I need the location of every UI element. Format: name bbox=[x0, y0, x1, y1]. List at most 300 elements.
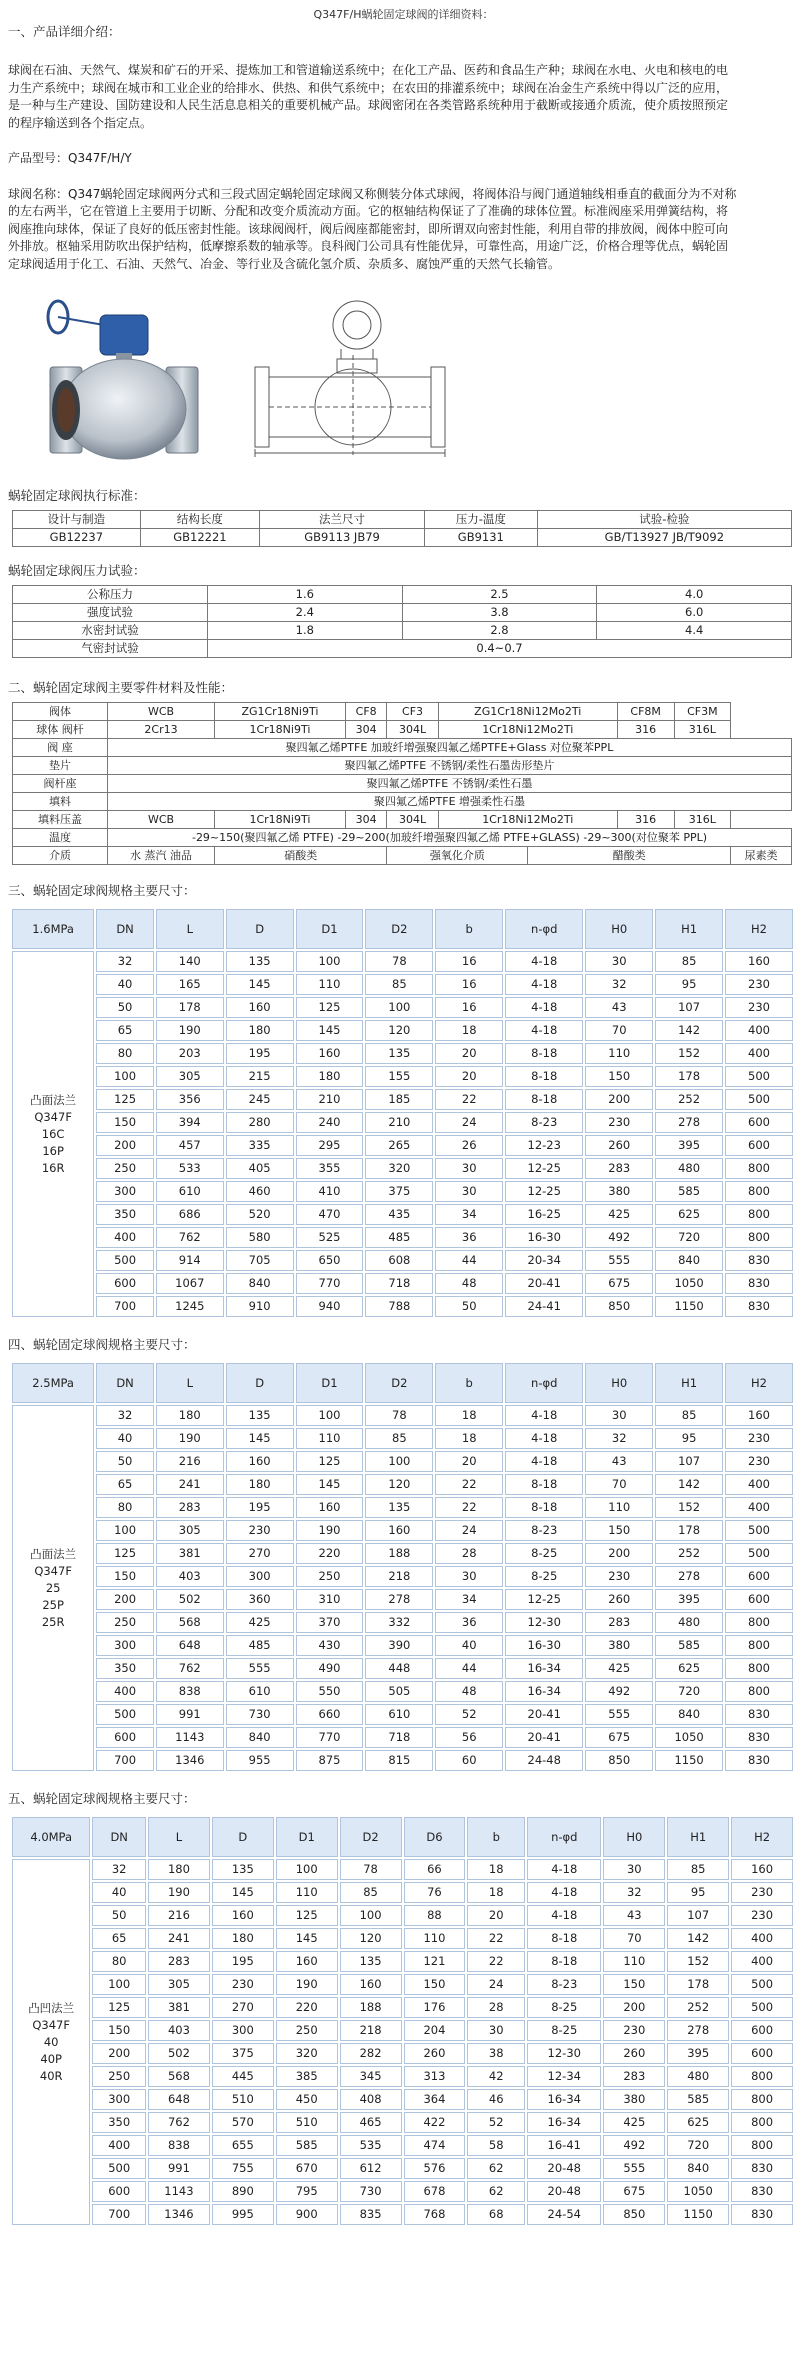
table-cell: 26 bbox=[435, 1135, 503, 1156]
table-cell: 395 bbox=[667, 2043, 729, 2064]
table-cell: 16-30 bbox=[505, 1635, 583, 1656]
table-cell: 400 bbox=[731, 1928, 793, 1949]
column-header: n-φd bbox=[527, 1817, 601, 1857]
table-cell: 48 bbox=[435, 1273, 503, 1294]
table-cell: 1150 bbox=[667, 2204, 729, 2225]
page-title: Q347F/H蜗轮固定球阀的详细资料： bbox=[313, 8, 494, 21]
table-cell: 278 bbox=[655, 1566, 723, 1587]
table-cell: 1050 bbox=[655, 1273, 723, 1294]
table-cell: 188 bbox=[340, 1997, 402, 2018]
table-cell: 278 bbox=[655, 1112, 723, 1133]
table-cell: 200 bbox=[585, 1089, 653, 1110]
table-cell: 300 bbox=[212, 2020, 274, 2041]
table-cell: 762 bbox=[148, 2112, 210, 2133]
table-cell: 152 bbox=[655, 1497, 723, 1518]
table-cell: 125 bbox=[92, 1997, 146, 2018]
label-line: 25 bbox=[45, 1580, 61, 1595]
table-cell: 121 bbox=[404, 1951, 466, 1972]
table-cell: 850 bbox=[603, 2204, 665, 2225]
table-cell: 气密封试验 bbox=[13, 640, 208, 658]
table-cell: 160 bbox=[296, 1043, 364, 1064]
intro-paragraph bbox=[0, 62, 807, 132]
table-cell: 70 bbox=[585, 1474, 653, 1495]
table-cell: 试验-检验 bbox=[537, 511, 791, 529]
table-cell: 230 bbox=[603, 2020, 665, 2041]
table-cell: 150 bbox=[404, 1974, 466, 1995]
table-cell: 32 bbox=[92, 1859, 146, 1880]
table-cell: 230 bbox=[725, 997, 793, 1018]
column-header: D bbox=[226, 1363, 294, 1403]
table-cell: 850 bbox=[585, 1750, 653, 1771]
table-cell: 180 bbox=[296, 1066, 364, 1087]
table-cell: 62 bbox=[467, 2158, 525, 2179]
table-cell: 500 bbox=[725, 1089, 793, 1110]
table-cell: 730 bbox=[226, 1704, 294, 1725]
table-cell: 95 bbox=[655, 974, 723, 995]
table-row bbox=[13, 721, 792, 739]
column-header: 2.5MPa bbox=[12, 1363, 94, 1403]
table-cell: 370 bbox=[296, 1612, 364, 1633]
spec-16-heading: 三、蜗轮固定球阀规格主要尺寸： bbox=[8, 883, 196, 898]
table-cell: 457 bbox=[156, 1135, 224, 1156]
table-cell: 304 bbox=[345, 721, 387, 739]
table-row bbox=[12, 1882, 793, 1903]
table-cell: 533 bbox=[156, 1158, 224, 1179]
flange-type-label bbox=[12, 1405, 94, 1771]
table-cell: 100 bbox=[96, 1066, 154, 1087]
table-cell: 280 bbox=[226, 1112, 294, 1133]
table-cell: 350 bbox=[92, 2112, 146, 2133]
table-cell: 230 bbox=[725, 1428, 793, 1449]
column-header: DN bbox=[96, 909, 154, 949]
table-cell: 110 bbox=[585, 1497, 653, 1518]
table-cell: 195 bbox=[212, 1951, 274, 1972]
table-cell: CF3 bbox=[387, 703, 438, 721]
table-cell: 830 bbox=[731, 2204, 793, 2225]
table-cell: 200 bbox=[585, 1543, 653, 1564]
label-line: Q347F bbox=[32, 2017, 70, 2032]
table-row bbox=[12, 1974, 793, 1995]
table-cell: 995 bbox=[212, 2204, 274, 2225]
label-line: 16C bbox=[41, 1126, 65, 1141]
table-cell: 283 bbox=[585, 1612, 653, 1633]
table-cell: 555 bbox=[585, 1704, 653, 1725]
table-cell: 800 bbox=[731, 2089, 793, 2110]
table-cell: 230 bbox=[585, 1112, 653, 1133]
table-cell: 600 bbox=[96, 1273, 154, 1294]
table-cell: 85 bbox=[655, 1405, 723, 1426]
table-row bbox=[12, 997, 793, 1018]
table-cell: 110 bbox=[296, 1428, 364, 1449]
table-cell: 40 bbox=[92, 1882, 146, 1903]
table-cell: CF8M bbox=[617, 703, 674, 721]
table-cell: 76 bbox=[404, 1882, 466, 1903]
table-row bbox=[12, 1859, 793, 1880]
table-cell: 1Cr18Ni9Ti bbox=[214, 721, 345, 739]
table-cell: 68 bbox=[467, 2204, 525, 2225]
table-cell: 43 bbox=[585, 1451, 653, 1472]
table-cell: 145 bbox=[296, 1474, 364, 1495]
table-row bbox=[12, 2158, 793, 2179]
table-cell: 448 bbox=[365, 1658, 433, 1679]
column-header: n-φd bbox=[505, 909, 583, 949]
table-cell: 230 bbox=[725, 1451, 793, 1472]
table-cell: 48 bbox=[435, 1681, 503, 1702]
table-cell: 955 bbox=[226, 1750, 294, 1771]
table-cell: 400 bbox=[725, 1020, 793, 1041]
table-cell: 178 bbox=[156, 997, 224, 1018]
table-cell: 135 bbox=[365, 1043, 433, 1064]
table-cell: 840 bbox=[655, 1704, 723, 1725]
table-cell: 16-41 bbox=[527, 2135, 601, 2156]
table-cell: 12-23 bbox=[505, 1135, 583, 1156]
table-cell: 125 bbox=[296, 997, 364, 1018]
table-cell: 1143 bbox=[148, 2181, 210, 2202]
table-cell: 720 bbox=[655, 1227, 723, 1248]
text-line: 阀座推向球体，保证了良好的低压密封性能。该球阀阀杆，阀后阀座都能密封，即所谓双向密封性能，利用自带的排放阀，阀体中腔可向 bbox=[8, 221, 729, 236]
table-cell: 500 bbox=[731, 1974, 793, 1995]
table-cell: 硝酸类 bbox=[214, 847, 386, 865]
table-cell: 42 bbox=[467, 2066, 525, 2087]
table-row bbox=[13, 793, 792, 811]
table-cell: 110 bbox=[603, 1951, 665, 1972]
table-cell: 425 bbox=[603, 2112, 665, 2133]
product-model: 产品型号：Q347F/H/Y bbox=[8, 151, 132, 165]
table-cell: 356 bbox=[156, 1089, 224, 1110]
table-cell: 3.8 bbox=[402, 604, 597, 622]
table-cell: 991 bbox=[156, 1704, 224, 1725]
table-cell: 160 bbox=[731, 1859, 793, 1880]
table-cell: 470 bbox=[296, 1204, 364, 1225]
table-cell: 88 bbox=[404, 1905, 466, 1926]
table-cell: 阀体 bbox=[13, 703, 108, 721]
table-cell: 160 bbox=[226, 997, 294, 1018]
table-cell: 4-18 bbox=[505, 1451, 583, 1472]
table-cell: 107 bbox=[655, 1451, 723, 1472]
table-cell: 502 bbox=[148, 2043, 210, 2064]
table-row bbox=[12, 1997, 793, 2018]
table-cell: 18 bbox=[435, 1428, 503, 1449]
standards-table bbox=[12, 510, 792, 547]
table-row bbox=[12, 1296, 793, 1317]
table-cell: 380 bbox=[585, 1181, 653, 1202]
table-cell: 535 bbox=[340, 2135, 402, 2156]
column-header: b bbox=[435, 909, 503, 949]
table-cell: 480 bbox=[667, 2066, 729, 2087]
table-cell: 8-18 bbox=[527, 1928, 601, 1949]
table-cell: 600 bbox=[731, 2020, 793, 2041]
table-cell: CF3M bbox=[674, 703, 731, 721]
table-cell: 78 bbox=[340, 1859, 402, 1880]
table-cell: 241 bbox=[156, 1474, 224, 1495]
table-row bbox=[13, 829, 792, 847]
table-cell: 265 bbox=[365, 1135, 433, 1156]
table-cell: 85 bbox=[667, 1859, 729, 1880]
table-cell: 350 bbox=[96, 1204, 154, 1225]
table-cell: 12-34 bbox=[527, 2066, 601, 2087]
flange-type-label bbox=[12, 951, 94, 1317]
table-cell: 150 bbox=[585, 1066, 653, 1087]
table-row bbox=[12, 1681, 793, 1702]
table-row bbox=[12, 2089, 793, 2110]
table-cell: 380 bbox=[603, 2089, 665, 2110]
table-cell: 4-18 bbox=[505, 951, 583, 972]
table-cell: 555 bbox=[603, 2158, 665, 2179]
table-cell: 120 bbox=[365, 1474, 433, 1495]
text-line: 的左右两半，它在管道上主要用于切断、分配和改变介质流动方面。它的枢轴结构保证了了准确的球体位置。标准阀座采用弹簧结构，将 bbox=[8, 204, 729, 218]
table-cell: 34 bbox=[435, 1204, 503, 1225]
table-cell: 625 bbox=[655, 1658, 723, 1679]
table-cell: 576 bbox=[404, 2158, 466, 2179]
table-cell: 设计与制造 bbox=[13, 511, 141, 529]
table-cell: 313 bbox=[404, 2066, 466, 2087]
table-cell: 100 bbox=[365, 1451, 433, 1472]
label-line: 40P bbox=[40, 2051, 62, 2066]
table-cell: 800 bbox=[725, 1635, 793, 1656]
table-cell: 600 bbox=[731, 2043, 793, 2064]
table-cell: 755 bbox=[212, 2158, 274, 2179]
column-header: b bbox=[467, 1817, 525, 1857]
table-cell: 150 bbox=[96, 1112, 154, 1133]
table-cell: 1Cr18Ni12Mo2Ti bbox=[438, 811, 617, 829]
table-cell: 压力-温度 bbox=[424, 511, 537, 529]
table-cell: 填料 bbox=[13, 793, 108, 811]
table-cell: 24 bbox=[467, 1974, 525, 1995]
table-cell: 62 bbox=[467, 2181, 525, 2202]
table-cell: 375 bbox=[212, 2043, 274, 2064]
table-cell: 250 bbox=[296, 1566, 364, 1587]
table-cell: 46 bbox=[467, 2089, 525, 2110]
table-cell: 43 bbox=[585, 997, 653, 1018]
table-cell: 510 bbox=[276, 2112, 338, 2133]
table-cell: 16-34 bbox=[527, 2112, 601, 2133]
table-cell: 145 bbox=[226, 974, 294, 995]
table-cell: 200 bbox=[603, 1997, 665, 2018]
text-line: 力生产系统中；球阀在城市和工业企业的给排水、供热、和供气系统中；在农田的排灌系统中；球阀在冶金生产系统中得以广泛的应用， bbox=[8, 80, 729, 95]
column-header: D2 bbox=[365, 909, 433, 949]
table-cell: 555 bbox=[226, 1658, 294, 1679]
table-row bbox=[13, 604, 792, 622]
table-cell: 686 bbox=[156, 1204, 224, 1225]
table-cell: 4.0 bbox=[597, 586, 792, 604]
table-cell: 278 bbox=[667, 2020, 729, 2041]
table-row bbox=[12, 1612, 793, 1633]
table-row bbox=[12, 1727, 793, 1748]
table-row bbox=[13, 757, 792, 775]
table-cell: 20 bbox=[435, 1043, 503, 1064]
label-line: 40 bbox=[43, 2034, 59, 2049]
table-cell: 1Cr18Ni12Mo2Ti bbox=[438, 721, 617, 739]
table-row bbox=[13, 703, 792, 721]
table-cell: 830 bbox=[725, 1750, 793, 1771]
table-cell: 762 bbox=[156, 1658, 224, 1679]
column-header: b bbox=[435, 1363, 503, 1403]
table-cell: 阀 座 bbox=[13, 739, 108, 757]
pressure-test-heading: 蜗轮固定球阀压力试验： bbox=[8, 563, 146, 578]
table-cell: 762 bbox=[156, 1227, 224, 1248]
table-cell: 375 bbox=[365, 1181, 433, 1202]
table-cell: 65 bbox=[92, 1928, 146, 1949]
table-cell: 152 bbox=[667, 1951, 729, 1972]
table-cell: 0.4~0.7 bbox=[208, 640, 792, 658]
table-cell: 500 bbox=[96, 1250, 154, 1271]
table-cell: 100 bbox=[296, 951, 364, 972]
column-header: L bbox=[148, 1817, 210, 1857]
column-header: H0 bbox=[603, 1817, 665, 1857]
table-cell: 180 bbox=[212, 1928, 274, 1949]
table-cell: 450 bbox=[276, 2089, 338, 2110]
table-cell: 425 bbox=[226, 1612, 294, 1633]
table-cell: 305 bbox=[156, 1066, 224, 1087]
table-cell: 70 bbox=[603, 1928, 665, 1949]
table-cell: 40 bbox=[435, 1635, 503, 1656]
table-cell: 840 bbox=[655, 1250, 723, 1271]
table-cell: 300 bbox=[96, 1635, 154, 1656]
table-cell: 332 bbox=[365, 1612, 433, 1633]
text-line: 是一种与生产建设、国防建设和人民生活息息相关的重要机械产品。球阀密闭在各类管路系统种用于截断或接通介质流，使介质按照预定 bbox=[8, 98, 729, 112]
label-line: 25R bbox=[41, 1614, 65, 1629]
table-row bbox=[12, 1227, 793, 1248]
table-cell: 425 bbox=[585, 1204, 653, 1225]
table-cell: 180 bbox=[226, 1474, 294, 1495]
table-cell: 176 bbox=[404, 1997, 466, 2018]
table-cell: 568 bbox=[156, 1612, 224, 1633]
text-line: 的程序输送到各个指定点。 bbox=[8, 115, 153, 130]
table-cell: 720 bbox=[655, 1681, 723, 1702]
table-cell: 32 bbox=[603, 1882, 665, 1903]
table-cell: 150 bbox=[96, 1566, 154, 1587]
table-cell: 400 bbox=[731, 1951, 793, 1972]
table-cell: 85 bbox=[365, 1428, 433, 1449]
table-cell: 40 bbox=[96, 1428, 154, 1449]
table-cell: 718 bbox=[365, 1727, 433, 1748]
table-cell: 160 bbox=[226, 1451, 294, 1472]
table-cell: 24-48 bbox=[505, 1750, 583, 1771]
table-cell: 尿素类 bbox=[731, 847, 792, 865]
table-cell: 20 bbox=[467, 1905, 525, 1926]
table-cell: 30 bbox=[585, 951, 653, 972]
table-cell: 160 bbox=[296, 1497, 364, 1518]
table-cell: 830 bbox=[731, 2181, 793, 2202]
table-cell: 241 bbox=[148, 1928, 210, 1949]
table-cell: 160 bbox=[365, 1520, 433, 1541]
table-cell: 670 bbox=[276, 2158, 338, 2179]
table-cell: 142 bbox=[667, 1928, 729, 1949]
table-cell: 830 bbox=[725, 1727, 793, 1748]
table-cell: 316L bbox=[674, 721, 731, 739]
table-cell: GB/T13927 JB/T9092 bbox=[537, 529, 791, 547]
table-cell: 840 bbox=[226, 1273, 294, 1294]
table-cell: 30 bbox=[435, 1158, 503, 1179]
table-cell: 260 bbox=[404, 2043, 466, 2064]
table-cell: 768 bbox=[404, 2204, 466, 2225]
table-cell: 12-25 bbox=[505, 1181, 583, 1202]
table-cell: 608 bbox=[365, 1250, 433, 1271]
table-row bbox=[12, 1181, 793, 1202]
table-cell: 720 bbox=[667, 2135, 729, 2156]
table-cell: 95 bbox=[655, 1428, 723, 1449]
table-cell: 480 bbox=[655, 1158, 723, 1179]
table-cell: 580 bbox=[226, 1227, 294, 1248]
table-cell: 20 bbox=[435, 1066, 503, 1087]
table-cell: 125 bbox=[276, 1905, 338, 1926]
table-row bbox=[12, 1451, 793, 1472]
table-cell: 188 bbox=[365, 1543, 433, 1564]
table-cell: 650 bbox=[296, 1250, 364, 1271]
table-row bbox=[12, 2020, 793, 2041]
table-cell: 8-23 bbox=[527, 1974, 601, 1995]
table-cell: 490 bbox=[296, 1658, 364, 1679]
table-cell: 400 bbox=[725, 1043, 793, 1064]
table-cell: 8-18 bbox=[505, 1066, 583, 1087]
table-cell: 95 bbox=[667, 1882, 729, 1903]
table-cell: 16-34 bbox=[505, 1658, 583, 1679]
table-cell: 135 bbox=[212, 1859, 274, 1880]
table-cell: 283 bbox=[148, 1951, 210, 1972]
table-cell: 788 bbox=[365, 1296, 433, 1317]
table-cell: 216 bbox=[156, 1451, 224, 1472]
table-cell: 770 bbox=[296, 1727, 364, 1748]
table-cell: 135 bbox=[365, 1497, 433, 1518]
table-cell: 24 bbox=[435, 1112, 503, 1133]
table-cell: 360 bbox=[226, 1589, 294, 1610]
table-cell: 570 bbox=[212, 2112, 274, 2133]
table-row bbox=[12, 2135, 793, 2156]
table-cell: 152 bbox=[655, 1043, 723, 1064]
table-cell: 474 bbox=[404, 2135, 466, 2156]
table-cell: 140 bbox=[156, 951, 224, 972]
table-row bbox=[12, 1520, 793, 1541]
table-cell: 1143 bbox=[156, 1727, 224, 1748]
table-cell: 178 bbox=[667, 1974, 729, 1995]
table-row bbox=[12, 2181, 793, 2202]
table-cell: 460 bbox=[226, 1181, 294, 1202]
table-cell: 910 bbox=[226, 1296, 294, 1317]
table-cell: 100 bbox=[340, 1905, 402, 1926]
table-cell: 1150 bbox=[655, 1296, 723, 1317]
table-cell: 500 bbox=[96, 1704, 154, 1725]
table-cell: 水 蒸汽 油品 bbox=[108, 847, 215, 865]
table-cell: GB9131 bbox=[424, 529, 537, 547]
table-cell: 8-18 bbox=[527, 1951, 601, 1972]
table-header-row bbox=[12, 909, 793, 949]
table-cell: 150 bbox=[585, 1520, 653, 1541]
table-cell: 282 bbox=[340, 2043, 402, 2064]
column-header: D1 bbox=[276, 1817, 338, 1857]
table-cell: 390 bbox=[365, 1635, 433, 1656]
table-cell: 705 bbox=[226, 1250, 294, 1271]
table-cell: 830 bbox=[725, 1296, 793, 1317]
table-cell: 1Cr18Ni9Ti bbox=[214, 811, 345, 829]
table-cell: 4-18 bbox=[527, 1859, 601, 1880]
pressure-test-table bbox=[12, 585, 792, 658]
table-cell: 150 bbox=[92, 2020, 146, 2041]
table-cell: 485 bbox=[365, 1227, 433, 1248]
table-row bbox=[13, 739, 792, 757]
table-row bbox=[12, 974, 793, 995]
table-cell: 16-30 bbox=[505, 1227, 583, 1248]
table-cell: 355 bbox=[296, 1158, 364, 1179]
table-cell: 300 bbox=[226, 1566, 294, 1587]
table-row bbox=[12, 1135, 793, 1156]
table-cell: 585 bbox=[655, 1181, 723, 1202]
table-cell: 36 bbox=[435, 1227, 503, 1248]
table-cell: 800 bbox=[725, 1612, 793, 1633]
table-cell: 492 bbox=[603, 2135, 665, 2156]
table-cell: 4-18 bbox=[505, 974, 583, 995]
table-cell: 250 bbox=[92, 2066, 146, 2087]
table-cell: 648 bbox=[148, 2089, 210, 2110]
